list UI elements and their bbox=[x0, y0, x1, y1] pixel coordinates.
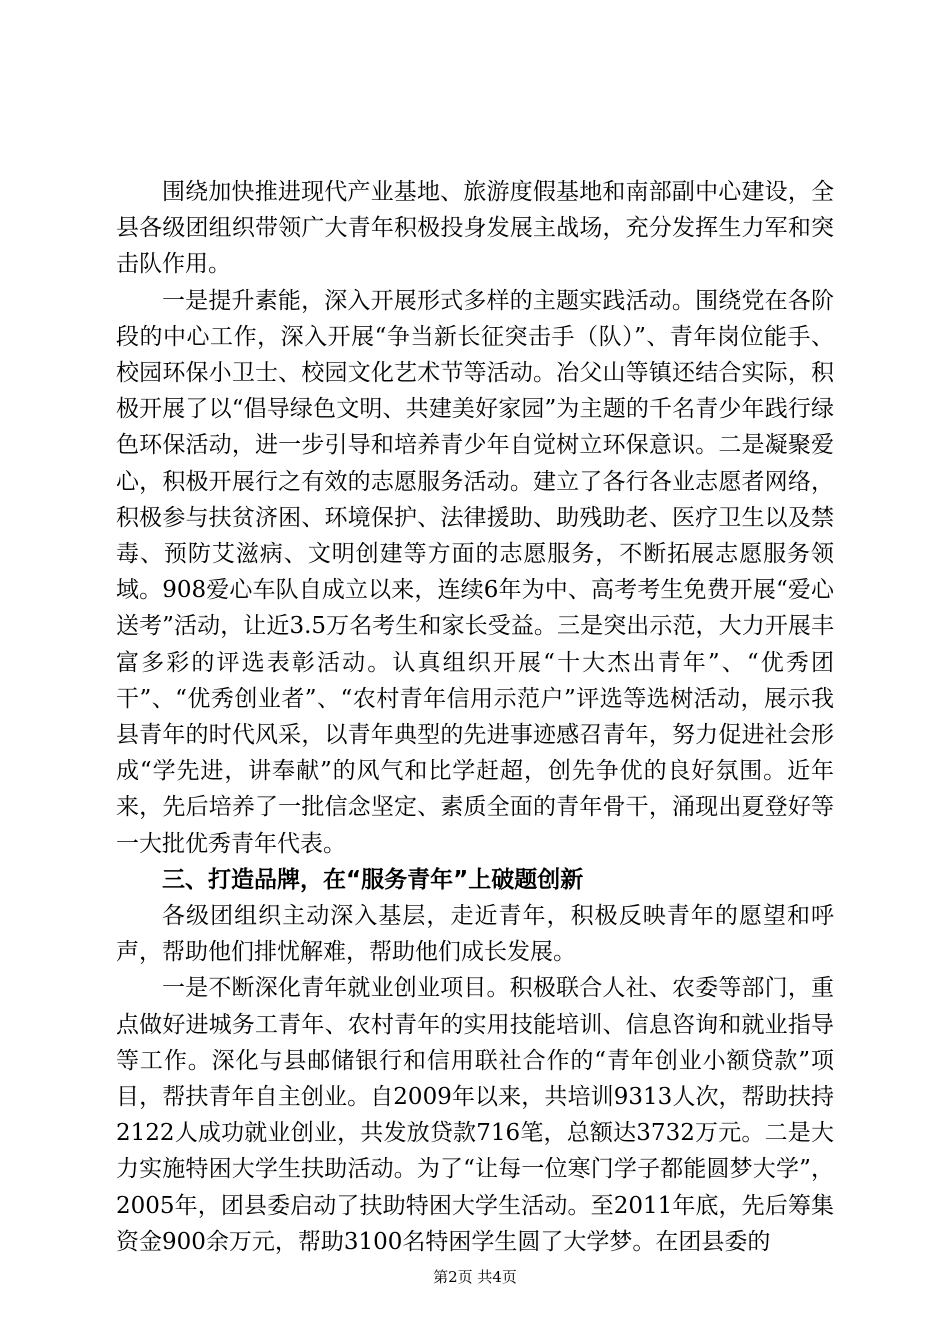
body-paragraph: 围绕加快推进现代产业基地、旅游度假基地和南部副中心建设，全县各级团组织带领广大青年积极投身发展主战场，充分发挥生力军和突击队作用。 bbox=[116, 179, 834, 278]
body-paragraph: 一是提升素能，深入开展形式多样的主题实践活动。围绕党在各阶段的中心工作，深入开展“争当新长征突击手（队）”、青年岗位能手、校园环保小卫士、校园文化艺术节等活动。冶父山等镇还结合实际，积极开展了以“倡导绿色文明、共建美好家园”为主题的千名青少年践行绿色环保活动，进一步引导和培养青少年自觉树立环保意识。二是凝聚爱心，积极开展行之有效的志愿服务活动。建立了各行各业志愿者网络，积极参与扶贫济困、环境保护、法律援助、助残助老、医疗卫生以及禁毒、预防艾滋病、文明创建等方面的志愿服务，不断拓展志愿服务领域。908爱心车队自成立以来，连续6年为中、高考考生免费开展“爱心送考”活动，让近3.5万名考生和家长受益。三是突出示范，大力开展丰富多彩的评选表彰活动。认真组织开展“十大杰出青年”、“优秀团干”、“优秀创业者”、“农村青年信用示范户”评选等选树活动，展示我县青年的时代风采，以青年典型的先进事迹感召青年，努力促进社会形成“学先进，讲奉献”的风气和比学赶超，创先争优的良好氛围。近年来，先后培养了一批信念坚定、素质全面的青年骨干，涌现出夏登好等一大批优秀青年代表。 bbox=[116, 287, 834, 857]
body-paragraph: 一是不断深化青年就业创业项目。积极联合人社、农委等部门，重点做好进城务工青年、农村青年的实用技能培训、信息咨询和就业指导等工作。深化与县邮储银行和信用联社合作的“青年创业小额贷款”项目，帮扶青年自主创业。自2009年以来，共培训9313人次，帮助扶持2122人成功就业创业，共发放贷款716笔，总额达3732万元。二是大力实施特困大学生扶助活动。为了“让每一位寒门学子都能圆梦大学”，2005年，团县委启动了扶助特困大学生活动。至2011年底，先后筹集资金900余万元，帮助3100名特困学生圆了大学梦。在团县委的 bbox=[116, 975, 834, 1255]
body-paragraph: 各级团组织主动深入基层，走近青年，积极反映青年的愿望和呼声，帮助他们排忧解难，帮助他们成长发展。 bbox=[116, 903, 834, 966]
section-heading: 三、打造品牌，在“服务青年”上破题创新 bbox=[162, 866, 584, 893]
document-body bbox=[116, 174, 834, 1260]
page-number-footer: 第2页 共4页 bbox=[433, 1268, 517, 1286]
